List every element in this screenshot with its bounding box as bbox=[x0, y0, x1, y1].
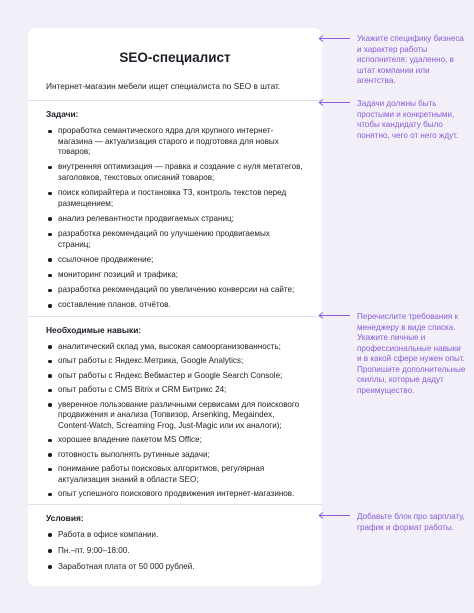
list-item: проработка семантического ядра для крупного интернет-магазина — актуализация старого и подготовка для новых товаров; bbox=[46, 126, 304, 158]
tasks-title: Задачи: bbox=[46, 109, 79, 119]
list-item: готовность выполнять рутинные задачи; bbox=[46, 450, 304, 461]
conditions-title: Условия: bbox=[46, 512, 84, 523]
note-tasks: Задачи должны быть простыми и конкретными, чтобы кандидату было понятно, чего от него ждут. bbox=[357, 99, 459, 140]
arrow-left-icon bbox=[318, 34, 351, 43]
list-item: опыт работы с Яндекс.Метрика, Google Analytics; bbox=[46, 356, 304, 367]
vacancy-intro: Интернет-магазин мебели ищет специалиста по SEO в штат. bbox=[46, 81, 281, 91]
list-item: составление планов, отчётов. bbox=[46, 300, 304, 311]
list-item: внутренняя оптимизация — правка и создание с нуля метатегов, заголовков, текстовых описаний товаров; bbox=[46, 162, 304, 183]
list-item: Заработная плата от 50 000 рублей. bbox=[46, 562, 304, 573]
skills-list bbox=[46, 342, 304, 500]
list-item: опыт работы с Яндекс Вебмастер и Google Search Console; bbox=[46, 371, 304, 382]
list-item: опыт работы с CMS Bitrix и CRM Битрикс 24; bbox=[46, 385, 304, 396]
note-conditions: Добавьте блок про зарплату, график и формат работы. bbox=[357, 512, 465, 532]
vacancy-card bbox=[28, 28, 322, 586]
conditions-list bbox=[46, 530, 304, 572]
note-business: Укажите специфику бизнеса и характер работы исполнителя: удаленно, в штат компании или агентства. bbox=[357, 34, 464, 85]
note-skills: Перечислите требования к менеджеру в виде списка. Укажите личные и профессиональные навыки и в какой сфере нужен опыт. Пропишите дополнительные скиллы, которые дадут преимущество. bbox=[357, 312, 466, 395]
list-item: разработка рекомендаций по улучшению продвигаемых страниц; bbox=[46, 229, 304, 250]
tasks-list bbox=[46, 126, 304, 311]
list-item: анализ релевантности продвигаемых страниц; bbox=[46, 214, 304, 225]
list-item: аналитический склад ума, высокая самоорганизованность; bbox=[46, 342, 304, 353]
arrow-left-icon bbox=[318, 311, 351, 320]
list-item: уверенное пользование различными сервисами для поискового продвижения и анализа (Топвизор, Arsenking, Megaindex, Content-Watch, Screaming Frog, Just-Magic или их аналоги); bbox=[46, 400, 304, 432]
list-item: разработка рекомендаций по увеличению конверсии на сайте; bbox=[46, 285, 304, 296]
divider bbox=[28, 504, 322, 505]
divider bbox=[28, 100, 322, 101]
skills-title: Необходимые навыки: bbox=[46, 324, 142, 335]
list-item: ссылочное продвижение; bbox=[46, 255, 304, 266]
list-item: опыт успешного поискового продвижения интернет-магазинов. bbox=[46, 489, 304, 500]
list-item: понимание работы поисковых алгоритмов, регулярная актуализация знаний в области SEO; bbox=[46, 464, 304, 485]
list-item: поиск копирайтера и постановка ТЗ, контроль текстов перед размещением; bbox=[46, 188, 304, 209]
list-item: Работа в офисе компании. bbox=[46, 530, 304, 541]
arrow-left-icon bbox=[318, 511, 351, 520]
vacancy-title: SEO-специалист bbox=[119, 50, 231, 65]
list-item: Пн.–пт. 9:00–18:00. bbox=[46, 546, 304, 557]
list-item: хорошее владение пакетом MS Office; bbox=[46, 435, 304, 446]
arrow-left-icon bbox=[318, 98, 351, 107]
divider bbox=[28, 316, 322, 317]
list-item: мониторинг позиций и трафика; bbox=[46, 270, 304, 281]
